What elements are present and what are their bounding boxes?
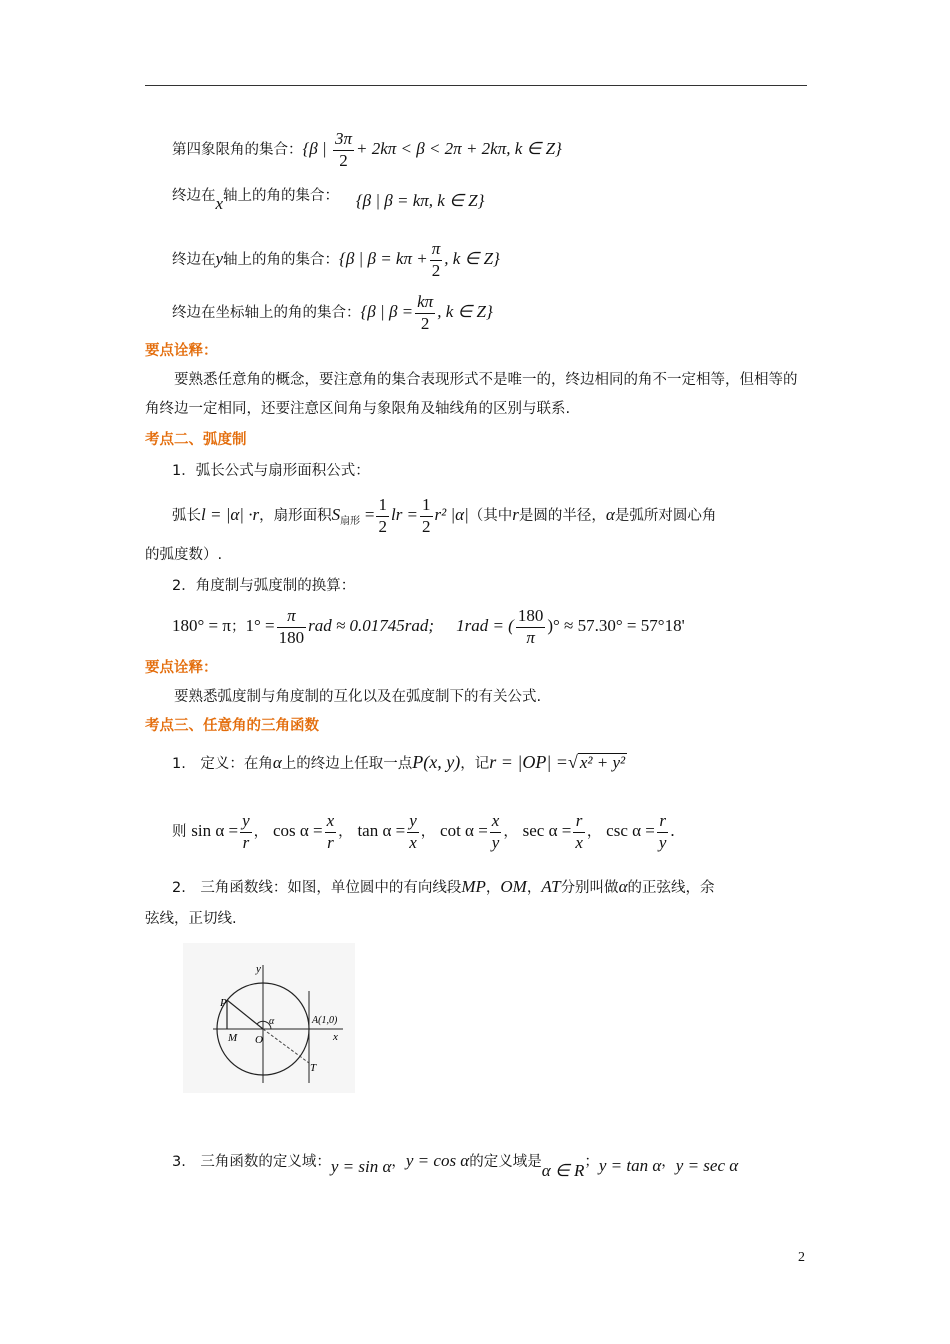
y-set-a: {β | β = kπ +	[339, 249, 428, 269]
t-label: T	[310, 1062, 317, 1074]
domain-d: 的定义域是	[469, 1154, 542, 1170]
axis-set-a: {β | β =	[360, 302, 414, 322]
sector-sub: 扇形	[340, 516, 361, 528]
tan-frac: $\frac{y}{x}$	[409, 811, 417, 852]
sector-frac1: $\frac{1}{2}$	[378, 495, 387, 536]
sin-frac: $\frac{y}{r}$	[242, 811, 250, 852]
s2-conv-line	[172, 607, 685, 647]
s3-lines-cont: 弦线，正切线.	[145, 911, 237, 927]
y-label-a: 终边在	[172, 252, 216, 269]
a-label: A(1,0)	[312, 1015, 338, 1026]
domain-a: 3. 三角函数的定义域：	[172, 1154, 331, 1170]
p-label: P	[220, 997, 227, 1009]
def-r: r = |OP| =	[489, 752, 568, 772]
radius-text: 是圆的半径，	[518, 508, 606, 525]
cos-def: cos α =	[272, 821, 323, 841]
conv-1rad: 1rad = (	[456, 616, 514, 636]
cot-def: cot α =	[440, 821, 488, 841]
cot-frac: $\frac{x}{y}$	[491, 811, 500, 852]
x-axis-label: x	[333, 1031, 338, 1043]
q4-set-line	[172, 130, 562, 170]
conv-frac2: $\frac{180}{\pi}$	[517, 606, 544, 647]
page-number: 2	[798, 1250, 805, 1265]
lines-b: 分别叫做	[560, 880, 619, 896]
csc-frac: $\frac{r}{y}$	[658, 811, 667, 852]
axis-set-line	[172, 293, 493, 333]
section2-heading: 考点二、弧度制	[145, 432, 247, 448]
arc-formula: l = |α| ·r	[201, 505, 260, 525]
conv-result: )° ≈ 57.30° = 57°18'	[547, 616, 685, 636]
note2-text: 要熟悉弧度制与角度制的互化以及在弧度制下的有关公式.	[174, 689, 542, 705]
unit-circle-diagram	[183, 943, 355, 1093]
alpha-label: α	[269, 1016, 275, 1027]
q4-rest: + 2kπ < β < 2π + 2kπ, k ∈ Z}	[355, 139, 562, 159]
y-label-b: 轴上的角的集合：	[223, 252, 340, 269]
tan-def: tan α =	[357, 821, 406, 841]
sector-s: S	[331, 505, 341, 525]
paren-open: （其中	[468, 508, 513, 525]
domain-sec: y = sec α	[675, 1156, 739, 1175]
domain-r: α ∈ R	[541, 1161, 585, 1180]
domain-cos: y = cos α	[405, 1151, 470, 1170]
note1-text: 要熟悉任意角的概念，要注意角的集合表现形式不是唯一的，终边相同的角不一定相等，但相等的角终边一定相同，还要注意区间角与象限角及轴线角的区别与联系.	[145, 372, 798, 417]
axis-set-b: , k ∈ Z}	[437, 302, 493, 322]
domain-sin: y = sin α	[330, 1157, 392, 1176]
y-set-b: , k ∈ Z}	[444, 249, 500, 269]
section3-heading: 考点三、任意角的三角函数	[145, 718, 319, 734]
s3-lines-line: 2. 三角函数线：如图，单位圆中的有向线段MP，OM，AT分别叫做α的正弦线，余	[172, 877, 715, 896]
y-fraction: $\frac{\pi}{2}$	[431, 239, 441, 280]
r-symbol: r	[512, 505, 519, 525]
extended-side	[263, 1029, 309, 1063]
csc-def: csc α =	[606, 821, 655, 841]
domain-f: ；	[584, 1154, 599, 1170]
s2-formula-cont: 的弧度数）.	[145, 547, 223, 563]
x-symbol: x	[215, 194, 224, 213]
lines-a: 2. 三角函数线：如图，单位圆中的有向线段	[172, 880, 462, 896]
lines-alpha: α	[618, 877, 628, 896]
def-b: 上的终边上任取一点	[281, 756, 413, 772]
domain-tan: y = tan α	[598, 1156, 662, 1175]
y-axis-set-line	[172, 240, 500, 280]
s2-item1: 1．弧长公式与扇形面积公式：	[172, 463, 370, 479]
sec-def: sec α =	[522, 821, 572, 841]
conv-180: 180° = π	[172, 616, 231, 636]
sector-frac2: $\frac{1}{2}$	[422, 495, 431, 536]
sin-def: sin α =	[191, 821, 239, 841]
at-symbol: AT	[541, 877, 561, 896]
sector-r2: r² |α|	[434, 505, 469, 525]
y-symbol: y	[215, 249, 224, 269]
s3-funcs-line: 则 sin α = $\frac{y}{r}$ ， cos α = $\frac{x}{r}$ ， tan α = $\frac{y}{x}$ ， cot α = $\frac{x}{y}$ ， sec α = $\frac{r}{x}$ ， csc α = $\frac{r}{y}$ .	[172, 811, 675, 852]
cos-frac: $\frac{x}{r}$	[326, 811, 335, 852]
mp-symbol: MP	[461, 877, 486, 896]
s2-item2: 2．角度制与弧度制的换算：	[172, 578, 356, 594]
alpha-symbol: α	[605, 505, 615, 525]
axis-fraction: $\frac{k\pi}{2}$	[417, 292, 434, 333]
conv-1deg: 1° =	[245, 616, 275, 636]
m-label: M	[228, 1032, 238, 1044]
sec-frac: $\frac{r}{x}$	[575, 811, 583, 852]
s3-def-line: 1. 定义：在角α上的终边上任取一点P(x, y)，记r = |OP| =√ x² + y²	[172, 752, 626, 772]
sector-eq: =	[364, 505, 375, 525]
conv-sep: ；	[230, 619, 246, 636]
def-point: P(x, y)	[412, 752, 461, 772]
def-radicand: x² + y²	[579, 753, 626, 772]
def-a: 1. 定义：在角	[172, 756, 273, 772]
q4-open: {β |	[302, 139, 331, 159]
q4-fraction: $\frac{3\pi}{2}$	[334, 129, 352, 170]
x-set: {β | β = kπ, k ∈ Z}	[355, 191, 485, 210]
x-label-b: 轴上的角的集合：	[223, 188, 340, 204]
terminal-side	[227, 1000, 263, 1029]
def-alpha: α	[272, 753, 282, 772]
s3-domain-line: 3. 三角函数的定义域：y = sin α，y = cos α的定义域是α ∈ R；y = tan α，y = sec α	[172, 1151, 739, 1180]
note1-heading: 要点诠释：	[145, 343, 218, 359]
q4-label: 第四象限角的集合：	[172, 142, 303, 159]
lines-c: 的正弦线，余	[627, 880, 715, 896]
om-symbol: OM	[500, 877, 527, 896]
sector-lr: lr =	[390, 505, 419, 525]
s2-formula-line	[172, 496, 716, 536]
x-label-a: 终边在	[172, 188, 216, 204]
funcs-ze: 则	[172, 824, 187, 841]
y-axis-label: y	[256, 963, 261, 975]
header-rule	[145, 85, 807, 86]
conv-frac1: $\frac{\pi}{180}$	[278, 606, 305, 647]
sector-label: ，扇形面积	[259, 508, 332, 525]
o-label: O	[255, 1034, 263, 1046]
unit-circle-figure	[183, 943, 355, 1093]
angle-text: 是弧所对圆心角	[614, 508, 717, 525]
note2-heading: 要点诠释：	[145, 660, 218, 676]
conv-rad: rad ≈ 0.01745rad;	[308, 616, 435, 636]
axis-label: 终边在坐标轴上的角的集合：	[172, 305, 361, 322]
x-axis-set-line	[172, 186, 485, 213]
def-c: ，记	[460, 756, 490, 772]
arc-label: 弧长	[172, 508, 201, 525]
